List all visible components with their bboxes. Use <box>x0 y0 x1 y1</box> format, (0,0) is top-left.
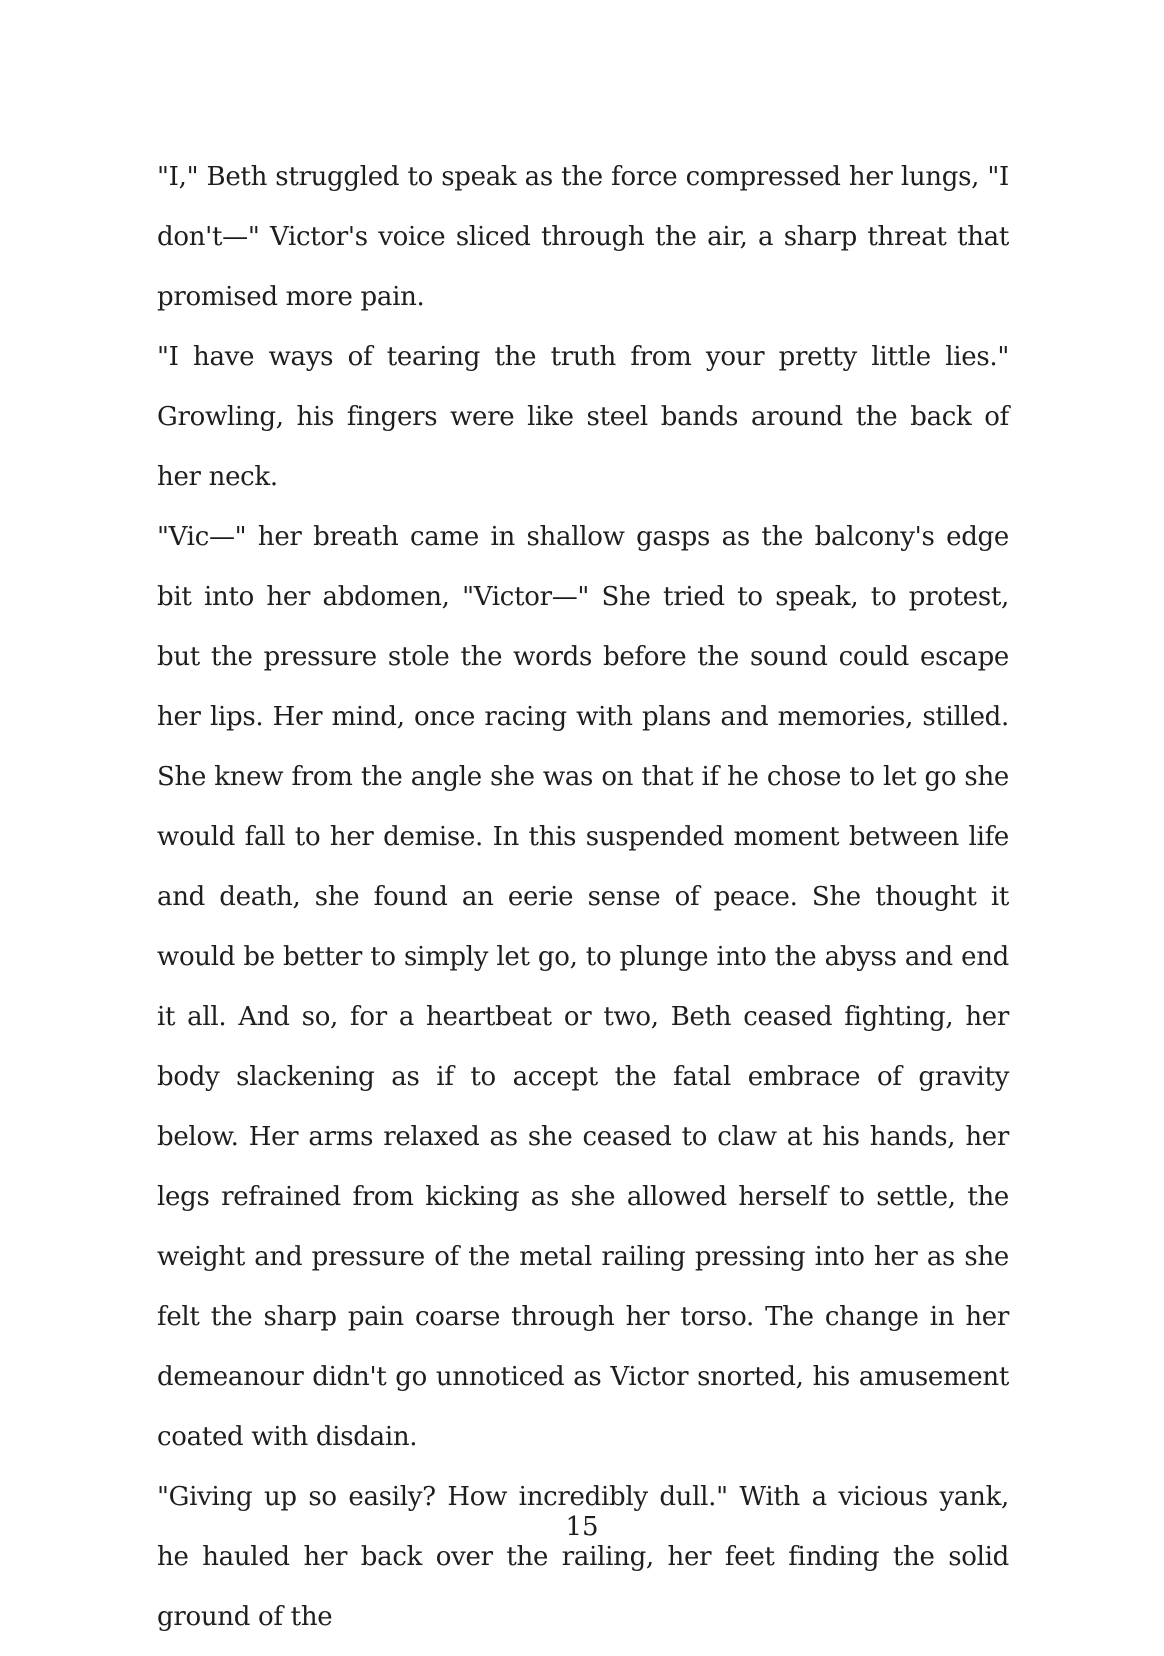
page-number: 15 <box>565 1512 599 1542</box>
paragraph-1: "I," Beth struggled to speak as the force compressed her lungs, "I don't—" Victor's voice sliced through the air, a sharp threat that promised more pain. <box>157 162 1009 312</box>
paragraph-2: "I have ways of tearing the truth from your pretty little lies." Growling, his fingers were like steel bands around the back of her neck. <box>157 342 1009 492</box>
paragraph-4: "Giving up so easily? How incredibly dull." With a vicious yank, he hauled her back over the railing, her feet finding the solid ground of the <box>157 1482 1009 1632</box>
body-text <box>157 147 1009 1647</box>
paragraph-3: "Vic—" her breath came in shallow gasps as the balcony's edge bit into her abdomen, "Victor—" She tried to speak, to protest, but the pressure stole the words before the sound could escape her lips. Her mind, once racing with plans and memories, stilled. She knew from the angle she was on that if he chose to let go she would fall to her demise. In this suspended moment between life and death, she found an eerie sense of peace. She thought it would be better to simply let go, to plunge into the abyss and end it all. And so, for a heartbeat or two, Beth ceased fighting, her body slackening as if to accept the fatal embrace of gravity below. Her arms relaxed as she ceased to claw at his hands, her legs refrained from kicking as she allowed herself to settle, the weight and pressure of the metal railing pressing into her as she felt the sharp pain coarse through her torso. The change in her demeanour didn't go unnoticed as Victor snorted, his amusement coated with disdain. <box>157 522 1009 1452</box>
